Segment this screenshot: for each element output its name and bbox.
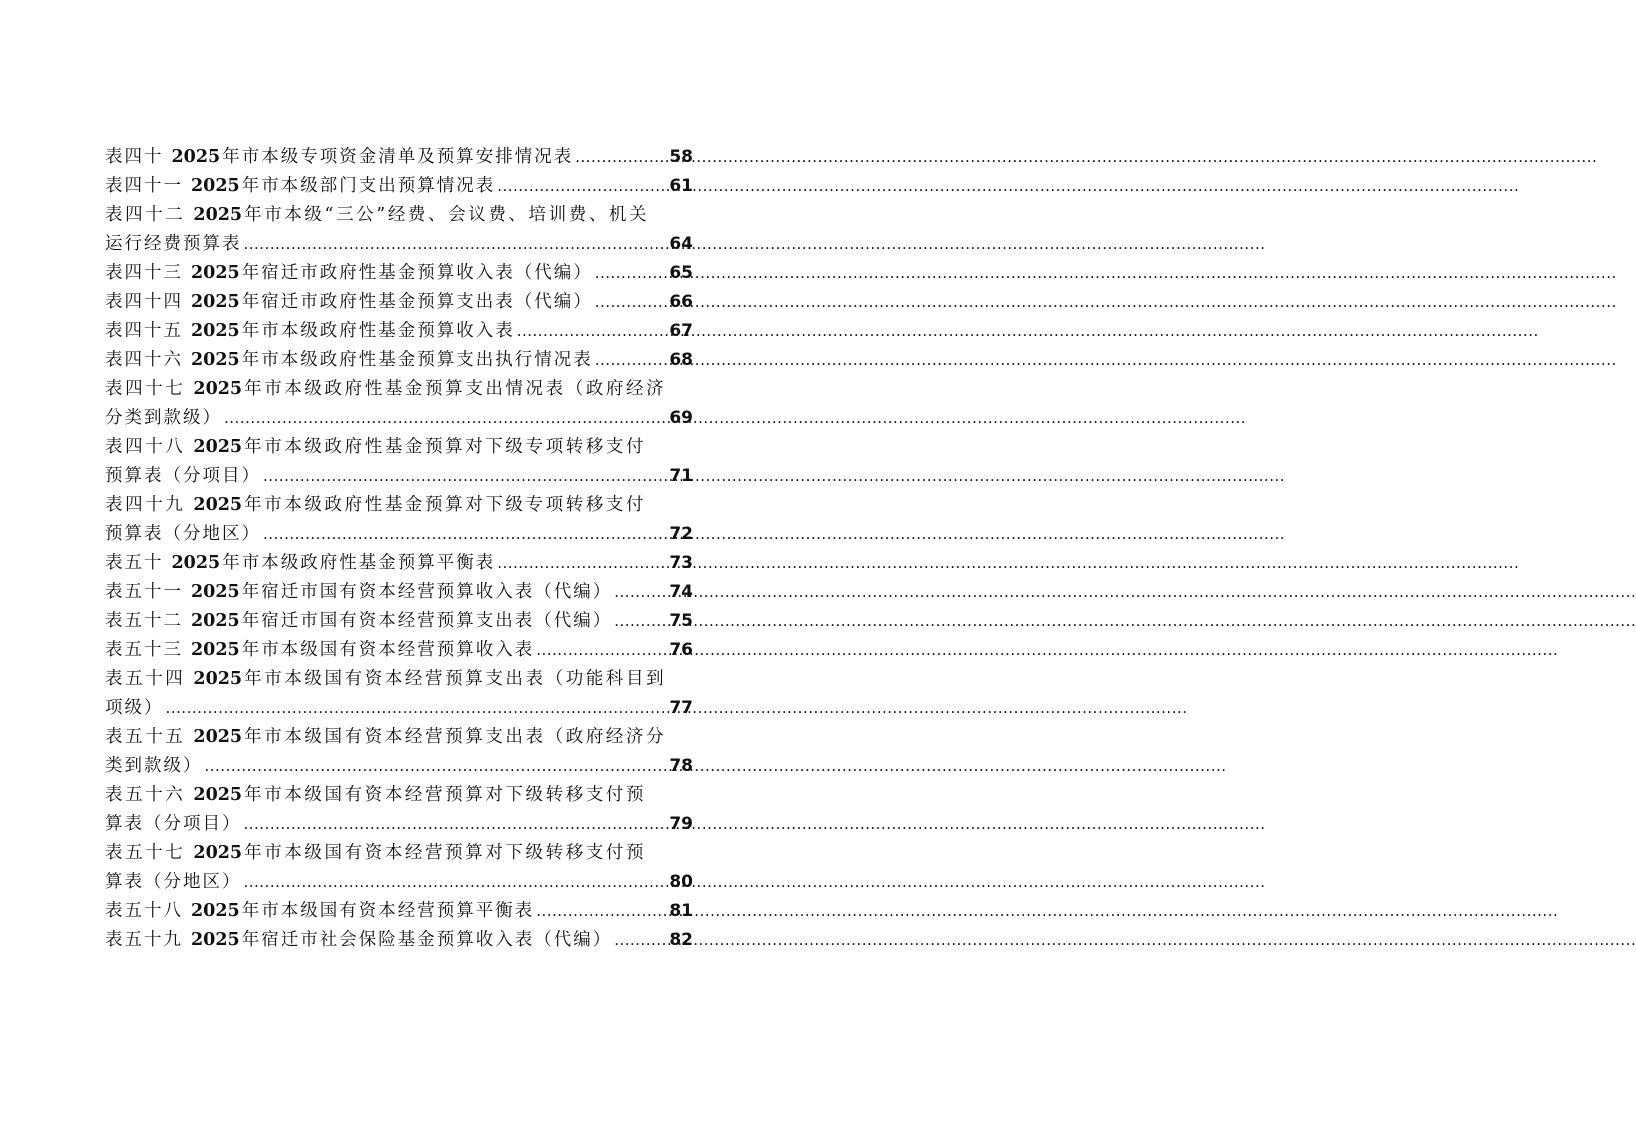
toc-entry[interactable] [105,636,693,665]
toc-entry-title [105,259,593,288]
toc-entry[interactable] [105,607,693,636]
toc-entry[interactable] [105,839,693,868]
toc-entry-title [105,839,646,868]
toc-entry-title [105,607,612,636]
toc-title-text: 年宿迁市国有资本经营预算支出表（代编） [241,611,613,631]
toc-entry-continuation[interactable] [105,868,693,897]
toc-entry-title [105,201,649,230]
toc-table-number: 表四十一 [105,176,183,196]
toc-title-text: 年市本级政府性基金预算收入表 [241,321,515,341]
toc-dot-leader [595,288,668,317]
toc-dot-leader [614,926,667,955]
toc-entry-title [105,636,534,665]
toc-year: 2025 [191,321,240,341]
toc-page-number[interactable]: 72 [669,524,693,544]
toc-table-number: 表五十五 [105,727,186,747]
toc-entry-continuation[interactable] [105,520,693,549]
toc-entry[interactable] [105,723,693,752]
toc-title-text: 年市本级国有资本经营预算对下级转移支付预 [244,785,647,805]
toc-entry-title [105,375,666,404]
toc-year: 2025 [193,727,243,747]
toc-dot-leader [224,404,667,433]
toc-title-text: 年市本级部门支出预算情况表 [241,176,496,196]
toc-entry[interactable] [105,288,693,317]
toc-entry-continuation[interactable] [105,230,693,259]
toc-dot-leader [595,346,668,375]
toc-dot-leader [575,143,667,172]
toc-entry[interactable] [105,143,693,172]
toc-entry-continuation[interactable] [105,694,693,723]
toc-page-number[interactable]: 69 [669,408,693,428]
toc-dot-leader [244,230,668,259]
toc-title-continuation: 预算表（分项目） [105,466,261,486]
toc-dot-leader [244,810,668,839]
toc-table-number: 表四十 [105,147,164,167]
toc-entry-continuation[interactable] [105,462,693,491]
toc-page-number[interactable]: 76 [669,640,693,660]
toc-title-text: 年市本级“三公”经费、会议费、培训费、机关 [244,205,650,225]
toc-page-number[interactable]: 68 [669,350,693,370]
table-of-contents [105,143,693,955]
toc-entry[interactable] [105,926,693,955]
toc-title-continuation: 运行经费预算表 [105,234,242,254]
toc-dot-leader [595,259,668,288]
toc-title-continuation: 算表（分项目） [105,814,242,834]
toc-entry-title [105,433,646,462]
toc-year: 2025 [191,901,240,921]
toc-year: 2025 [193,785,243,805]
toc-title-text: 年市本级政府性基金预算支出情况表（政府经济 [244,379,667,399]
toc-page-number[interactable]: 74 [669,582,693,602]
toc-page-number[interactable]: 64 [669,234,693,254]
toc-title-text: 年市本级国有资本经营预算支出表（政府经济分 [244,727,667,747]
toc-table-number: 表四十二 [105,205,186,225]
toc-title-text: 年市本级国有资本经营预算对下级转移支付预 [244,843,647,863]
toc-year: 2025 [193,205,243,225]
toc-page-number[interactable]: 65 [669,263,693,283]
toc-page-number[interactable]: 81 [669,901,693,921]
toc-entry-title [105,346,593,375]
toc-dot-leader [263,520,667,549]
toc-year: 2025 [193,669,243,689]
toc-year: 2025 [191,350,240,370]
toc-entry[interactable] [105,491,693,520]
toc-page-number[interactable]: 82 [669,930,693,950]
toc-title-continuation: 项级） [105,698,164,718]
toc-table-number: 表五十九 [105,930,183,950]
toc-dot-leader [497,172,667,201]
toc-title-text: 年市本级专项资金清单及预算安排情况表 [222,147,574,167]
toc-entry-title [105,317,515,346]
toc-page-number[interactable]: 73 [669,553,693,573]
toc-table-number: 表五十七 [105,843,186,863]
toc-entry[interactable] [105,578,693,607]
toc-title-text: 年市本级国有资本经营预算平衡表 [241,901,535,921]
toc-page-number[interactable]: 77 [669,698,693,718]
toc-year: 2025 [191,640,240,660]
toc-table-number: 表五十 [105,553,164,573]
toc-year: 2025 [193,437,243,457]
toc-year: 2025 [193,495,243,515]
toc-entry[interactable] [105,433,693,462]
toc-title-continuation: 分类到款级） [105,408,222,428]
toc-entry[interactable] [105,375,693,404]
toc-entry[interactable] [105,665,693,694]
toc-entry[interactable] [105,259,693,288]
toc-dot-leader [614,578,667,607]
toc-entry-title [105,491,646,520]
toc-entry[interactable] [105,317,693,346]
toc-table-number: 表四十四 [105,292,183,312]
toc-table-number: 表五十三 [105,640,183,660]
toc-table-number: 表五十八 [105,901,183,921]
toc-title-text: 年市本级政府性基金预算对下级专项转移支付 [244,495,647,515]
toc-entry-title [105,897,534,926]
toc-dot-leader [497,549,667,578]
toc-dot-leader [166,694,668,723]
toc-entry-continuation[interactable] [105,752,693,781]
toc-title-text: 年宿迁市政府性基金预算支出表（代编） [241,292,593,312]
toc-entry-title [105,578,612,607]
toc-title-text: 年市本级国有资本经营预算支出表（功能科目到 [244,669,667,689]
toc-year: 2025 [171,553,221,573]
toc-page-number[interactable]: 79 [669,814,693,834]
toc-title-text: 年宿迁市政府性基金预算收入表（代编） [241,263,593,283]
toc-year: 2025 [191,292,240,312]
toc-dot-leader [244,868,668,897]
toc-entry-title [105,926,612,955]
toc-title-text: 年市本级政府性基金预算平衡表 [222,553,496,573]
toc-entry-title [105,549,495,578]
toc-table-number: 表五十六 [105,785,186,805]
toc-table-number: 表五十二 [105,611,183,631]
toc-year: 2025 [191,176,240,196]
toc-table-number: 表四十七 [105,379,186,399]
toc-year: 2025 [193,379,243,399]
toc-table-number: 表四十八 [105,437,186,457]
toc-entry[interactable] [105,781,693,810]
toc-year: 2025 [171,147,221,167]
toc-entry-title [105,781,646,810]
toc-entry-title [105,143,573,172]
toc-table-number: 表五十一 [105,582,183,602]
toc-entry[interactable] [105,201,693,230]
toc-title-continuation: 算表（分地区） [105,872,242,892]
toc-dot-leader [263,462,667,491]
toc-table-number: 表五十四 [105,669,186,689]
toc-entry-continuation[interactable] [105,404,693,433]
toc-title-text: 年市本级政府性基金预算对下级专项转移支付 [244,437,647,457]
toc-entry[interactable] [105,549,693,578]
toc-title-continuation: 类到款级） [105,756,203,776]
toc-page-number[interactable]: 80 [669,872,693,892]
toc-title-text: 年市本级政府性基金预算支出执行情况表 [241,350,593,370]
toc-title-continuation: 预算表（分地区） [105,524,261,544]
toc-entry-title [105,288,593,317]
toc-table-number: 表四十九 [105,495,186,515]
toc-year: 2025 [193,843,243,863]
toc-title-text: 年宿迁市社会保险基金预算收入表（代编） [241,930,613,950]
toc-page-number[interactable]: 78 [669,756,693,776]
toc-table-number: 表四十五 [105,321,183,341]
toc-page-number[interactable]: 71 [669,466,693,486]
toc-entry-title [105,665,666,694]
toc-year: 2025 [191,263,240,283]
toc-page-number[interactable]: 67 [669,321,693,341]
toc-page-number[interactable]: 58 [669,147,693,167]
toc-year: 2025 [191,582,240,602]
toc-page-number[interactable]: 66 [669,292,693,312]
toc-entry-continuation[interactable] [105,810,693,839]
toc-table-number: 表四十六 [105,350,183,370]
toc-dot-leader [205,752,668,781]
toc-entry-title [105,723,666,752]
toc-dot-leader [536,897,667,926]
toc-entry[interactable] [105,897,693,926]
toc-title-text: 年市本级国有资本经营预算收入表 [241,640,535,660]
toc-entry[interactable] [105,172,693,201]
toc-page-number[interactable]: 75 [669,611,693,631]
toc-table-number: 表四十三 [105,263,183,283]
toc-title-text: 年宿迁市国有资本经营预算收入表（代编） [241,582,613,602]
toc-entry[interactable] [105,346,693,375]
toc-dot-leader [517,317,668,346]
toc-dot-leader [614,607,667,636]
toc-page-number[interactable]: 61 [669,176,693,196]
toc-year: 2025 [191,930,240,950]
toc-entry-title [105,172,495,201]
toc-dot-leader [536,636,667,665]
toc-year: 2025 [191,611,240,631]
